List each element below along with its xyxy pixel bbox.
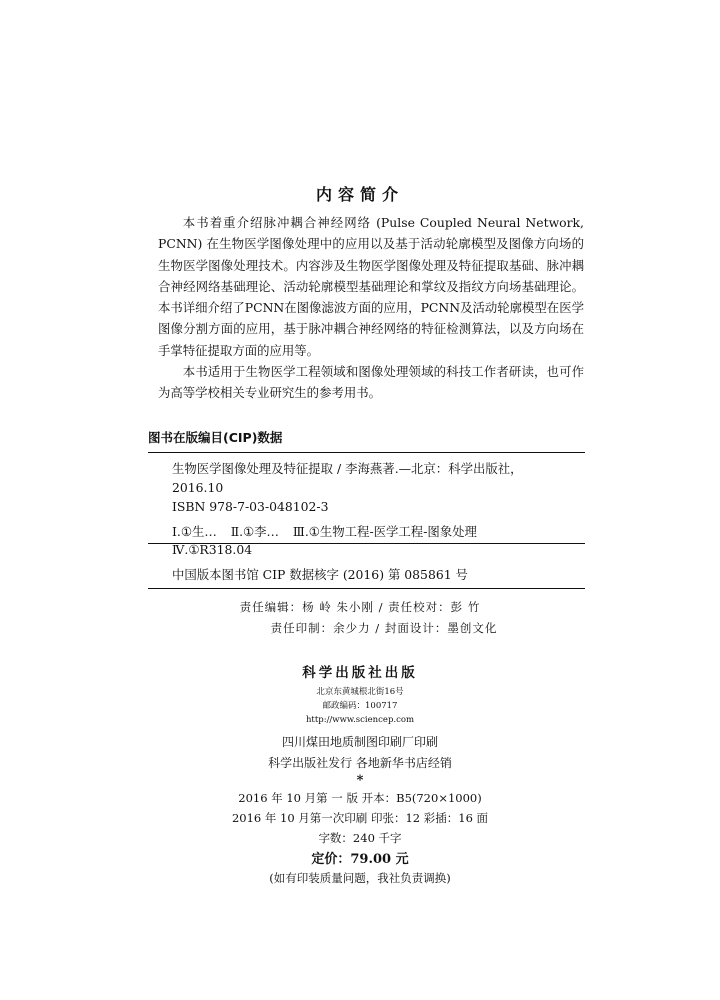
intro-title: 内容简介 <box>315 185 404 204</box>
cip-top-rule <box>148 452 585 453</box>
cip-classification-line-1 <box>172 522 582 541</box>
intro-paragraph-1: 本书着重介绍脉冲耦合神经网络 (Pulse Coupled Neural Network, PCNN) 在生物医学图像处理中的应用以及基于活动轮廓模型及图像方向场的生物医学图像处理技术。内容涉及生物医学图像处理及特征提取基础、脉冲耦合神经网络基础理论、活动轮廓模型基础理论和掌纹及指纹方向场基础理论。本书详细介绍了PCNN在图像滤波方面的应用，PCNN及活动轮廓模型在医学图像分割方面的应用，基于脉冲耦合神经网络的特征检测算法，以及方向场在手掌特征提取方面的应用等。 <box>158 215 584 358</box>
printer-line: 四川煤田地质制图印刷厂印刷 <box>281 735 438 749</box>
cip-heading: 图书在版编目(CIP)数据 <box>148 430 283 445</box>
credits-line-1: 责任编辑：杨 岭 朱小刚 / 责任校对：彭 竹 <box>239 600 481 614</box>
cip-class-1: Ⅰ.①生… <box>172 524 217 539</box>
credits-line-2: 责任印制：余少力 / 封面设计：墨创文化 <box>270 621 498 635</box>
cip-bottom-rule <box>148 588 585 589</box>
cip-class-2: Ⅱ.①李… <box>230 524 279 539</box>
edition-line-2: 2016 年 10 月第一次印刷 印张：12 彩插：16 面 <box>231 811 489 825</box>
intro-paragraph-2: 本书适用于生物医学工程领域和图像处理领域的科技工作者研读，也可作为高等学校相关专业研究生的参考用书。 <box>158 364 584 401</box>
cip-class-3: Ⅲ.①生物工程-医学工程-图象处理 <box>292 524 477 539</box>
return-notice: (如有印装质量问题，我社负责调换) <box>269 871 451 885</box>
publisher-url: http://www.sciencep.com <box>305 715 415 725</box>
cip-isbn: ISBN 978-7-03-048102-3 <box>172 499 329 514</box>
publisher-name: 科学出版社出版 <box>302 665 418 681</box>
cip-title-line: 生物医学图像处理及特征提取 / 李海燕著.—北京：科学出版社， <box>172 461 523 476</box>
cip-record <box>172 459 582 516</box>
publisher-postcode: 邮政编码：100717 <box>322 701 398 711</box>
edition-line-1: 2016 年 10 月第 一 版 开本：B5(720×1000) <box>238 791 482 805</box>
price: 定价：79.00 元 <box>311 852 409 867</box>
cip-year: 2016.10 <box>172 480 224 495</box>
distributor-line: 科学出版社发行 各地新华书店经销 <box>268 756 452 770</box>
cip-middle-rule <box>148 543 585 544</box>
intro-body <box>158 212 584 404</box>
cip-verification: 中国版本图书馆 CIP 数据核字 (2016) 第 085861 号 <box>172 567 468 582</box>
publisher-address: 北京东黄城根北街16号 <box>316 687 404 697</box>
word-count: 字数：240 千字 <box>318 831 402 845</box>
cip-class-4: Ⅳ.①R318.04 <box>172 542 253 557</box>
publisher-contact <box>0 685 720 727</box>
separator-star: * <box>356 773 364 788</box>
